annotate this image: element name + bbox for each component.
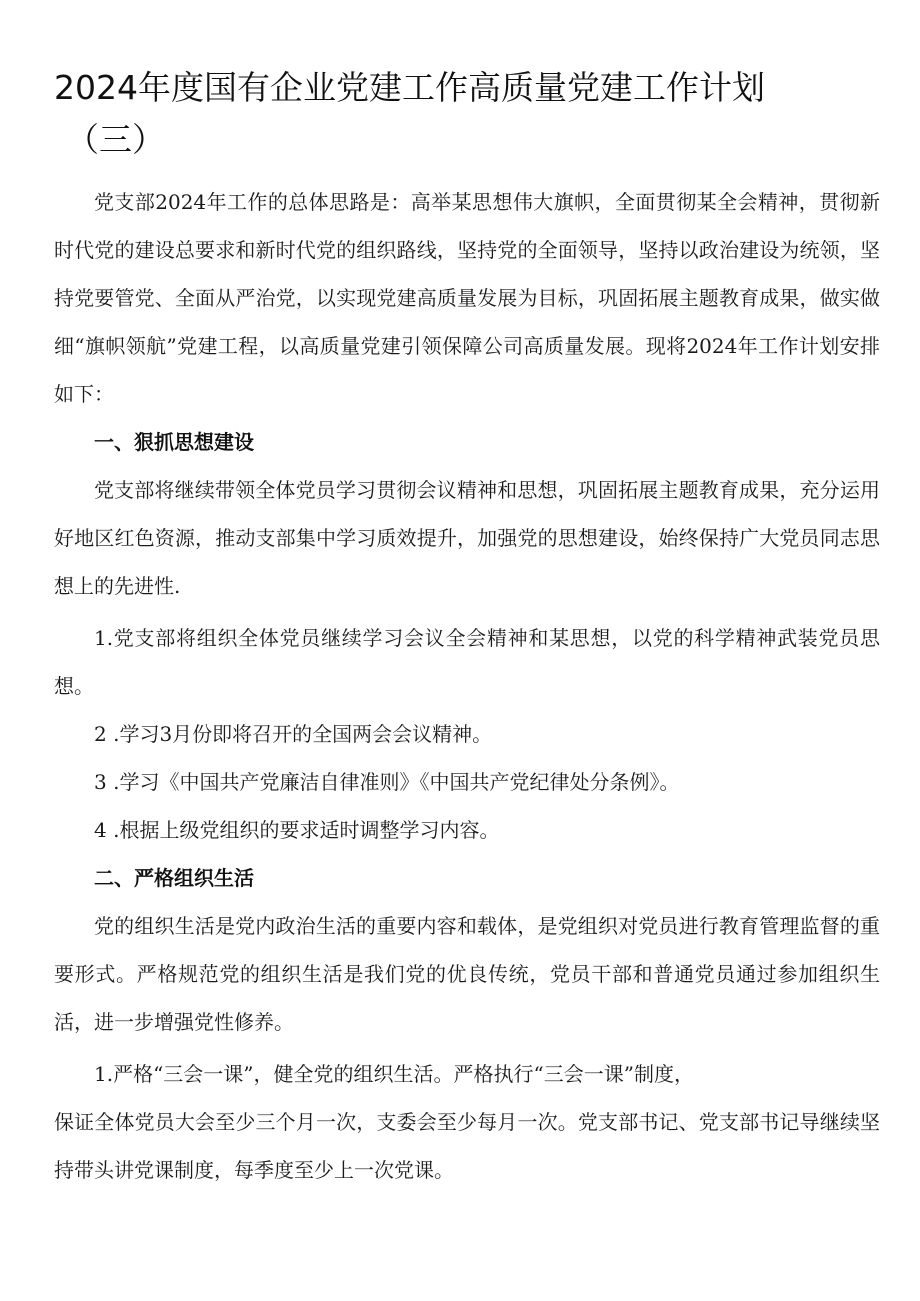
intro-paragraph: 党支部2024年工作的总体思路是：高举某思想伟大旗帜，全面贯彻某全会精神，贯彻新时代党的建设总要求和新时代党的组织路线，坚持党的全面领导，坚持以政治建设为统领，坚持党要管党、全面从严治党，以实现党建高质量发展为目标，巩固拓展主题教育成果，做实做细“旗帜领航”党建工程，以高质量党建引领保障公司高质量发展。现将2024年工作计划安排如下： bbox=[54, 190, 880, 406]
document-title bbox=[54, 62, 894, 166]
section2-item-1-first-line: 1.严格“三会一课”，健全党的组织生活。严格执行“三会一课”制度， bbox=[94, 1062, 694, 1086]
section1-heading: 一、狠抓思想建设 bbox=[94, 430, 254, 454]
title-line-2: （三） bbox=[66, 120, 165, 159]
section1-item-4: 4 .根据上级党组织的要求适时调整学习内容。 bbox=[94, 818, 500, 842]
section2-paragraph: 党的组织生活是党内政治生活的重要内容和载体，是党组织对党员进行教育管理监督的重要形式。严格规范党的组织生活是我们党的优良传统，党员干部和普通党员通过参加组织生活，进一步增强党性修养。 bbox=[54, 914, 880, 1034]
section2-heading: 二、严格组织生活 bbox=[94, 866, 254, 890]
section1-paragraph: 党支部将继续带领全体党员学习贯彻会议精神和思想，巩固拓展主题教育成果，充分运用好地区红色资源，推动支部集中学习质效提升，加强党的思想建设，始终保持广大党员同志思想上的先进性. bbox=[54, 478, 880, 598]
section1-item-2: 2 .学习3月份即将召开的全国两会会议精神。 bbox=[94, 722, 493, 746]
section2-item-1-continuation: 保证全体党员大会至少三个月一次，支委会至少每月一次。党支部书记、党支部书记导继续坚持带头讲党课制度，每季度至少上一次党课。 bbox=[54, 1110, 880, 1182]
document-body bbox=[54, 178, 880, 1194]
section1-item-1: 1.党支部将组织全体党员继续学习会议全会精神和某思想，以党的科学精神武装党员思想。 bbox=[54, 626, 880, 698]
title-line-1: 2024年度国有企业党建工作高质量党建工作计划 bbox=[54, 68, 765, 107]
section1-item-3: 3 .学习《中国共产党廉洁自律准则》《中国共产党纪律处分条例》。 bbox=[94, 770, 680, 794]
